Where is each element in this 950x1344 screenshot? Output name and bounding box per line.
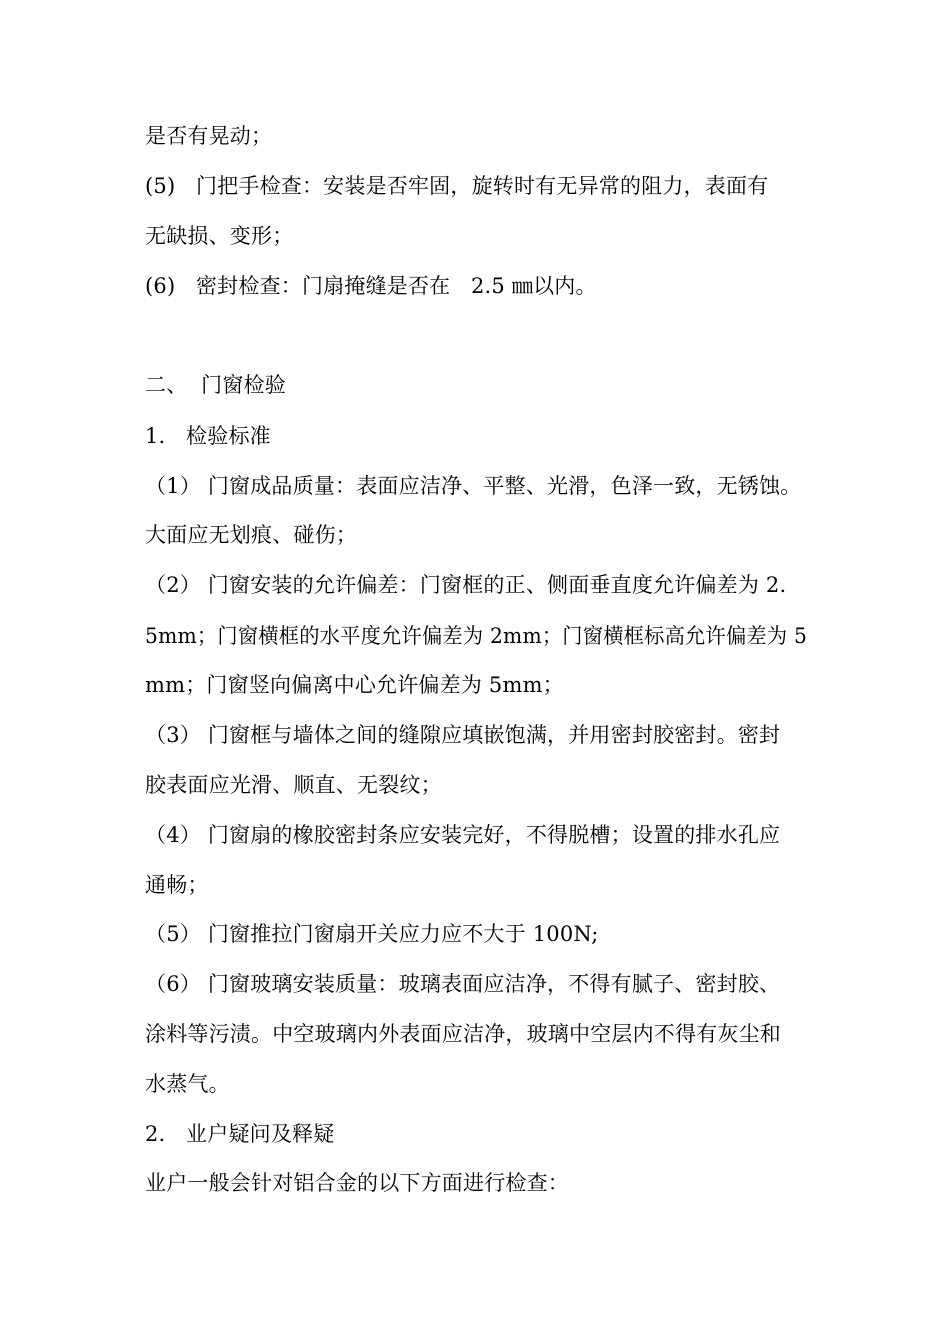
text-line: 业户一般会针对铝合金的以下方面进行检查： <box>145 1171 569 1195</box>
text-line: 无缺损、变形； <box>145 224 294 248</box>
text-line: 5mm；门窗横框的水平度允许偏差为 2mm；门窗横框标高允许偏差为 5 <box>145 624 808 648</box>
text-line: 涂料等污渍。中空玻璃内外表面应洁净，玻璃中空层内不得有灰尘和 <box>145 1022 781 1046</box>
text-line: mm；门窗竖向偏离中心允许偏差为 5mm； <box>145 673 564 697</box>
text-line: （2） 门窗安装的允许偏差：门窗框的正、侧面垂直度允许偏差为 2. <box>145 573 787 597</box>
text-line: （3） 门窗框与墙体之间的缝隙应填嵌饱满，并用密封胶密封。密封 <box>145 723 781 747</box>
text-line: 胶表面应光滑、顺直、无裂纹； <box>145 773 442 797</box>
text-line: 大面应无划痕、碰伤； <box>145 523 357 547</box>
text-line: (6) 密封检查：门扇掩缝是否在 2.5 ㎜以内。 <box>145 274 597 298</box>
text-line: 水蒸气。 <box>145 1072 230 1096</box>
section-heading: 二、 门窗检验 <box>145 373 286 397</box>
text-line: (5) 门把手检查：安装是否牢固，旋转时有无异常的阻力，表面有 <box>145 174 769 198</box>
text-line: 是否有晃动； <box>145 124 273 148</box>
text-line: （4） 门窗扇的橡胶密封条应安装完好，不得脱槽；设置的排水孔应 <box>145 823 781 847</box>
text-line: 通畅； <box>145 873 209 897</box>
subsection-heading: 1. 检验标准 <box>145 424 271 448</box>
text-line: （1） 门窗成品质量：表面应洁净、平整、光滑，色泽一致，无锈蚀。 <box>145 474 802 498</box>
text-line: （5） 门窗推拉门窗扇开关应力应不大于 100N; <box>145 922 599 946</box>
subsection-heading: 2. 业户疑问及释疑 <box>145 1122 335 1146</box>
text-line: （6） 门窗玻璃安装质量：玻璃表面应洁净，不得有腻子、密封胶、 <box>145 972 781 996</box>
